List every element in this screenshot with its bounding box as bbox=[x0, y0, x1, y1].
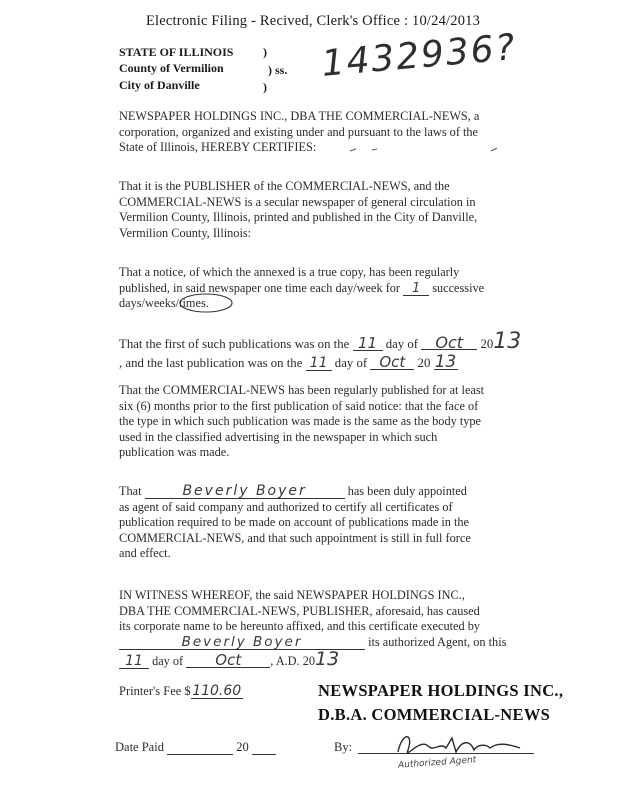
regular-line: six (6) months prior to the first publication of said notice: that the face of bbox=[119, 398, 479, 413]
publisher-line: Vermilion County, Illinois: bbox=[119, 225, 252, 240]
caption-paren-2: ) bbox=[263, 80, 267, 94]
last-pub-year: 13 bbox=[434, 352, 457, 372]
witness-dayof: day of bbox=[152, 654, 184, 669]
regular-line: That the COMMERCIAL-NEWS has been regularly published for at least bbox=[119, 383, 485, 397]
printers-fee-label: Printer's Fee $ bbox=[119, 684, 191, 698]
agent-line: publication required to be made on account of publications made in the bbox=[119, 515, 470, 530]
first-pub-month: Oct bbox=[421, 336, 477, 350]
date-paid-label: Date Paid bbox=[115, 740, 164, 754]
first-pub-text: That the first of such publications was on the bbox=[119, 337, 350, 351]
regular-line: publication was made. bbox=[119, 445, 230, 460]
last-pub-month: Oct bbox=[370, 356, 414, 370]
first-pub-dayof: day of bbox=[385, 337, 419, 351]
witness-day: 11 bbox=[119, 655, 149, 669]
weeks-count-field: 1 bbox=[403, 282, 429, 296]
witness-year: 13 bbox=[315, 648, 340, 671]
agent-line: and effect. bbox=[119, 546, 171, 561]
notice-line-2-text: published, in said newspaper one time each day/week for bbox=[119, 280, 401, 295]
publisher-line: Vermilion County, Illinois, printed and published in the City of Danville, bbox=[119, 210, 478, 225]
date-paid-century: 20 bbox=[236, 740, 249, 754]
agent-that: That bbox=[119, 484, 142, 498]
company-name-line-2: D.B.A. COMMERCIAL-NEWS bbox=[318, 705, 551, 724]
times-circle bbox=[180, 294, 232, 312]
agent-appointed: has been duly appointed bbox=[347, 484, 467, 498]
witness-line: its corporate name to be hereunto affixed, and this certificate executed by bbox=[119, 619, 481, 634]
agent-line: as agent of said company and authorized to certify all certificates of bbox=[119, 499, 453, 514]
regular-line: used in the classified advertising in the newspaper in which such bbox=[119, 429, 438, 444]
docket-number-stamp: 1432936? bbox=[320, 26, 519, 85]
notice-line-3: days/weeks/times. bbox=[119, 296, 209, 311]
publisher-line: That it is the PUBLISHER of the COMMERCIAL-NEWS, and the bbox=[119, 179, 450, 193]
last-pub-century: 20 bbox=[417, 356, 431, 370]
notice-line-1: That a notice, of which the annexed is a true copy, has been regularly bbox=[119, 265, 460, 279]
intro-line: NEWSPAPER HOLDINGS INC., DBA THE COMMERCIAL-NEWS, a bbox=[119, 109, 480, 123]
witness-agent-name: Beverly Boyer bbox=[119, 636, 365, 650]
last-pub-text: , and the last publication was on the bbox=[119, 356, 303, 370]
agent-line: COMMERCIAL-NEWS, and that such appointment is still in full force bbox=[119, 530, 471, 545]
printers-fee-value: 110.60 bbox=[192, 683, 242, 699]
intro-line: State of Illinois, HEREBY CERTIFIES: bbox=[119, 140, 317, 155]
company-name-line-1: NEWSPAPER HOLDINGS INC., bbox=[318, 681, 564, 700]
last-pub-dayof: day of bbox=[334, 356, 368, 370]
first-pub-year: 13 bbox=[493, 329, 522, 354]
witness-agent-text: its authorized Agent, on this bbox=[368, 634, 507, 649]
caption-paren-1: ) bbox=[263, 45, 267, 59]
witness-line: DBA THE COMMERCIAL-NEWS, PUBLISHER, aforesaid, has caused bbox=[119, 603, 480, 618]
caption-county: County of Vermilion bbox=[119, 61, 224, 75]
signature-title: Authorized Agent bbox=[397, 755, 477, 771]
caption-city: City of Danville bbox=[119, 78, 200, 92]
first-pub-century: 20 bbox=[480, 337, 494, 351]
notice-line-2-tail: successive bbox=[432, 280, 485, 295]
witness-ad: , A.D. 20 bbox=[270, 654, 315, 669]
witness-month: Oct bbox=[186, 654, 270, 668]
regular-line: the type in which such publication was made is the same as the body type bbox=[119, 414, 481, 429]
caption-state: STATE OF ILLINOIS bbox=[119, 45, 234, 59]
intro-line: corporation, organized and existing under and pursuant to the laws of the bbox=[119, 124, 479, 139]
stray-mark bbox=[350, 148, 497, 151]
filing-header: Electronic Filing - Recived, Clerk's Office : 10/24/2013 bbox=[146, 13, 481, 29]
signature-by-label: By: bbox=[334, 740, 353, 754]
first-pub-day: 11 bbox=[353, 337, 383, 351]
agent-signature bbox=[398, 737, 520, 753]
agent-name-field: Beverly Boyer bbox=[145, 485, 345, 499]
last-pub-day: 11 bbox=[306, 357, 332, 371]
publisher-line: COMMERCIAL-NEWS is a secular newspaper of general circulation in bbox=[119, 194, 476, 209]
witness-line: IN WITNESS WHEREOF, the said NEWSPAPER HOLDINGS INC., bbox=[119, 588, 465, 602]
caption-ss: ) ss. bbox=[268, 63, 288, 77]
